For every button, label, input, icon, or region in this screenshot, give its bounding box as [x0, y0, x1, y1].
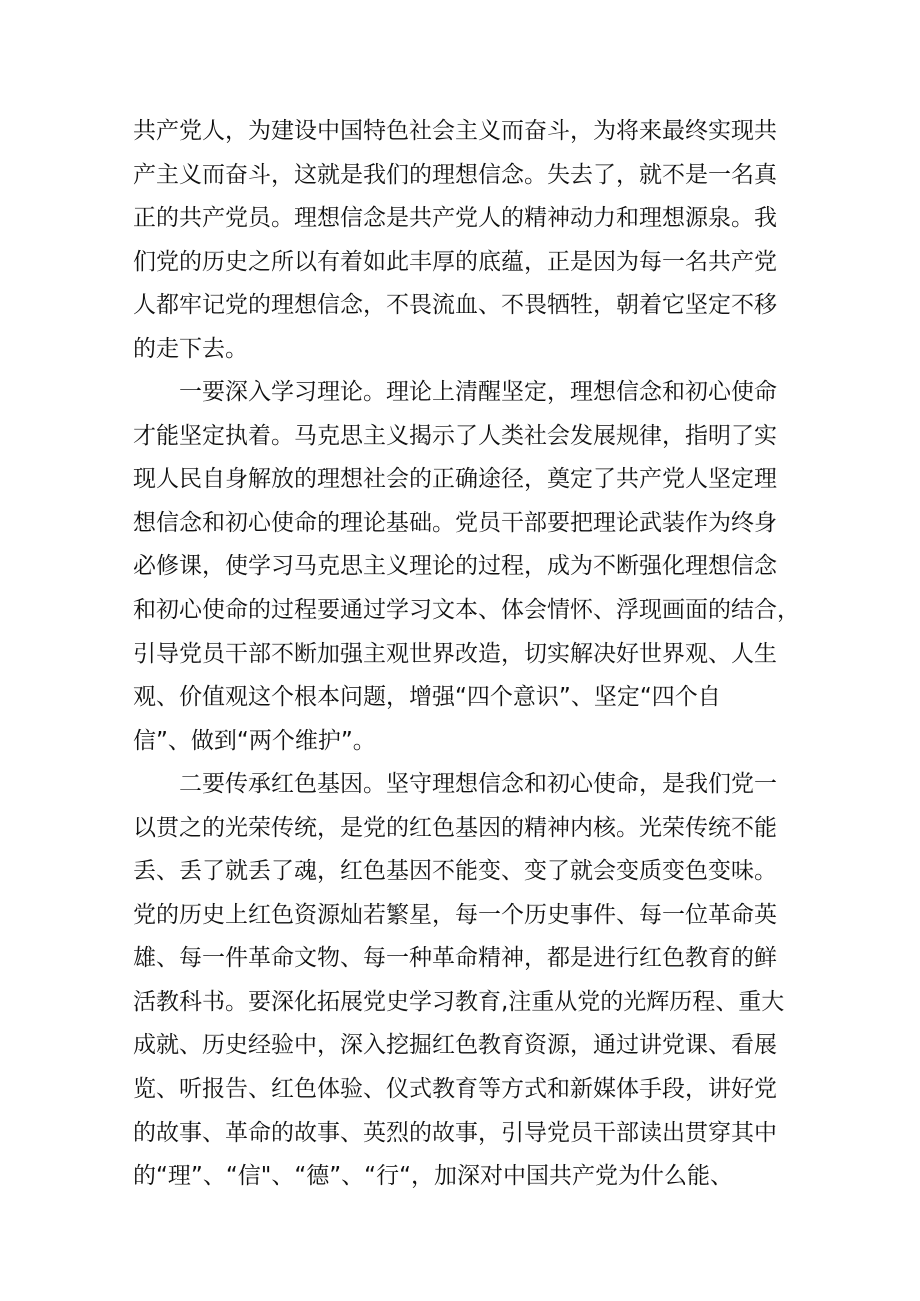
text-line: 一要深入学习理论。理论上清醒坚定，理想信念和初心使命	[133, 379, 777, 406]
text-line: 们党的历史之所以有着如此丰厚的底蕴，正是因为每一名共产党	[133, 248, 777, 275]
text-line: 必修课，使学习马克思主义理论的过程，成为不断强化理想信念	[133, 553, 777, 580]
text-line: 览、听报告、红色体验、仪式教育等方式和新媒体手段，讲好党	[133, 1076, 777, 1103]
body-text	[133, 110, 800, 1199]
text-line: 人都牢记党的理想信念，不畏流血、不畏牺牲，朝着它坚定不移	[133, 292, 777, 319]
text-line: 成就、历史经验中，深入挖掘红色教育资源，通过讲党课、看展	[133, 1032, 777, 1059]
text-line: 产主义而奋斗，这就是我们的理想信念。失去了，就不是一名真	[133, 161, 777, 188]
text-line: 的故事、革命的故事、英烈的故事，引导党员干部读出贯穿其中	[133, 1119, 777, 1146]
text-line: 信”、做到“两个维护”。	[133, 727, 376, 754]
text-line: 雄、每一件革命文物、每一种革命精神，都是进行红色教育的鲜	[133, 945, 777, 972]
text-line: 以贯之的光荣传统，是党的红色基因的精神内核。光荣传统不能	[133, 814, 777, 841]
text-line: 二要传承红色基因。坚守理想信念和初心使命，是我们党一	[133, 771, 777, 798]
text-line: 想信念和初心使命的理论基础。党员干部要把理论武装作为终身	[133, 509, 777, 536]
text-line: 活教科书。要深化拓展党史学习教育,注重从党的光辉历程、重大	[133, 988, 785, 1015]
text-line: 党的历史上红色资源灿若繁星，每一个历史事件、每一位革命英	[133, 901, 777, 928]
text-line: 正的共产党员。理想信念是共产党人的精神动力和理想源泉。我	[133, 205, 777, 232]
text-line: 引导党员干部不断加强主观世界改造，切实解决好世界观、人生	[133, 640, 777, 667]
text-line: 丢、丢了就丢了魂，红色基因不能变、变了就会变质变色变味。	[133, 858, 777, 885]
text-line: 现人民自身解放的理想社会的正确途径，奠定了共产党人坚定理	[133, 466, 777, 493]
text-line: 才能坚定执着。马克思主义揭示了人类社会发展规律，指明了实	[133, 422, 777, 449]
text-line: 和初心使命的过程要通过学习文本、体会情怀、浮现画面的结合，	[133, 597, 800, 624]
text-line: 的“理”、“信"、“德”、“行“，加深对中国共产党为什么能、	[133, 1163, 733, 1190]
text-line: 共产党人，为建设中国特色社会主义而奋斗，为将来最终实现共	[133, 118, 777, 144]
text-line: 观、价值观这个根本问题，增强“四个意识”、坚定“四个自	[133, 684, 721, 711]
text-line: 的走下去。	[133, 335, 248, 362]
